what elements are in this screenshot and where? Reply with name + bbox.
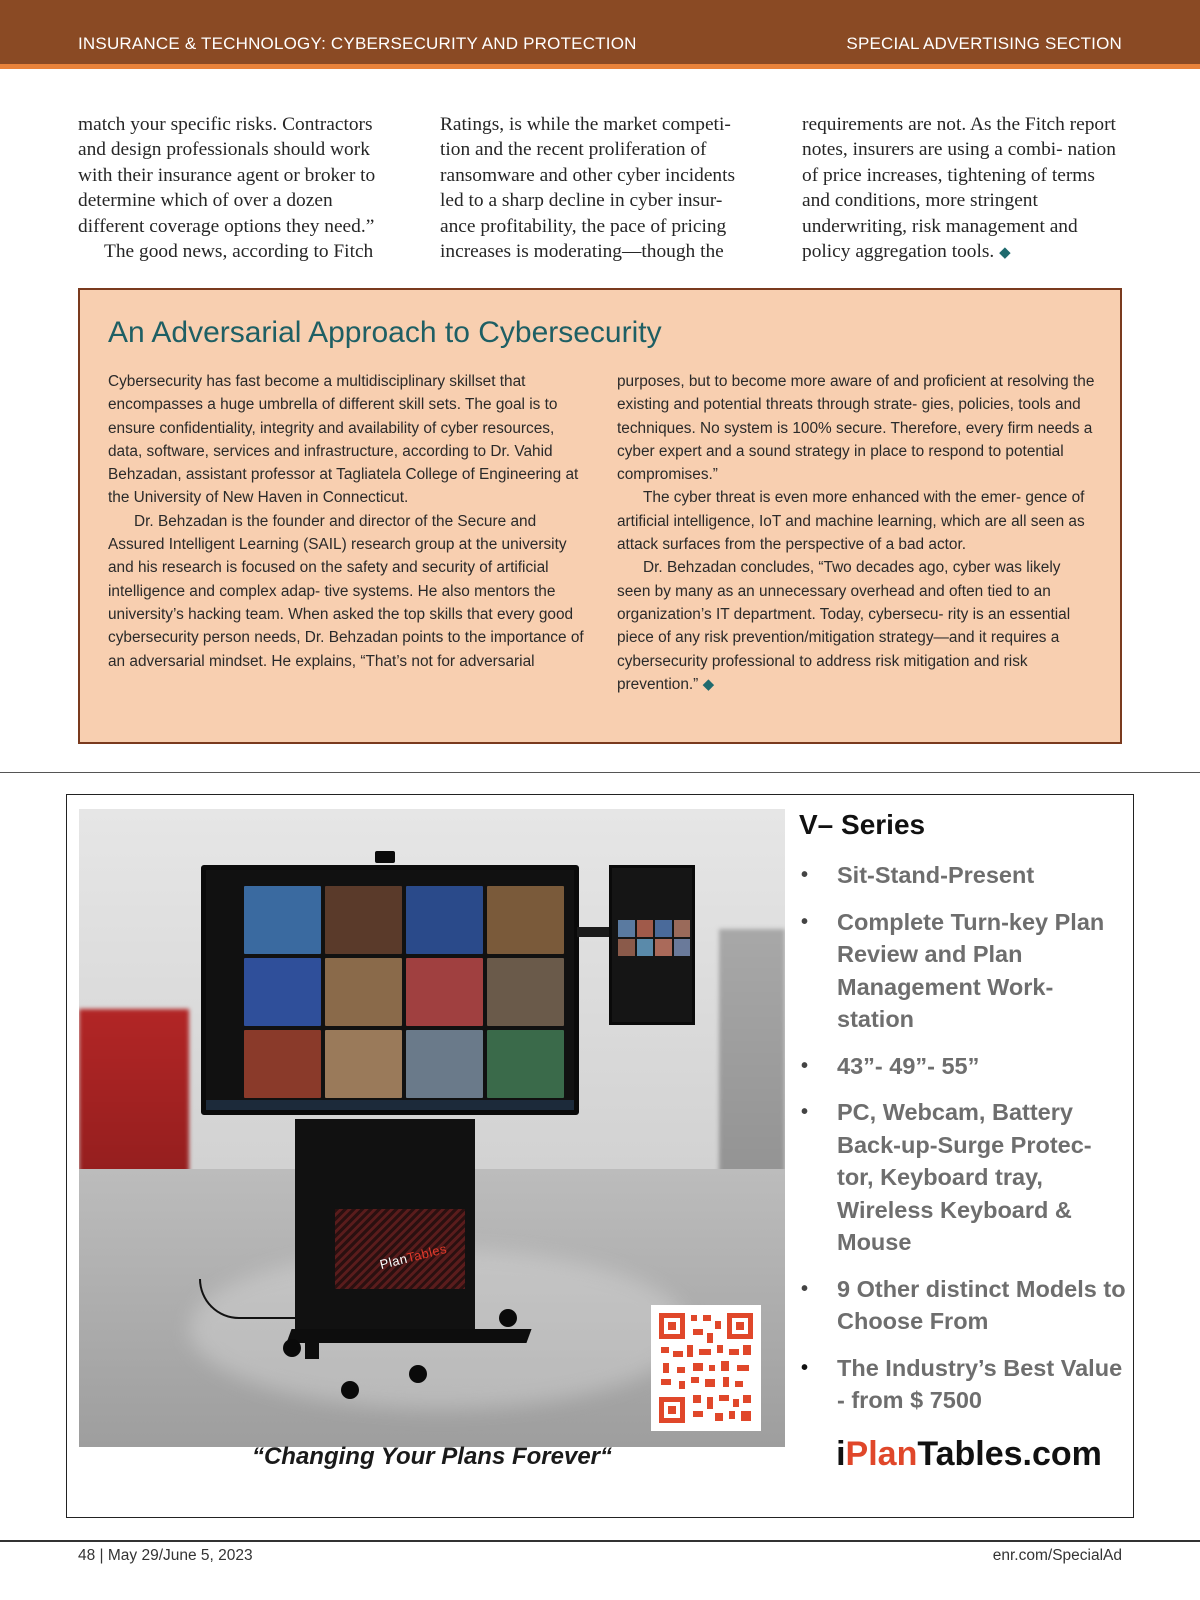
- feature-item: [799, 1352, 1129, 1417]
- end-mark-icon: ◆: [999, 245, 1011, 262]
- footer-rule: [0, 1540, 1200, 1542]
- advertisement: [66, 794, 1134, 1518]
- sidebar-column-left: [108, 370, 589, 696]
- end-mark-icon: ◆: [702, 675, 715, 693]
- qr-code[interactable]: [651, 1305, 761, 1431]
- stand-cabinet: [295, 1119, 475, 1329]
- screen-tile: [325, 958, 402, 1026]
- screen-tile: [325, 886, 402, 954]
- sidebar-paragraph: Dr. Behzadan is the founder and director of the Secure and Assured Intelligent Learning (SAIL) research group at the university and his research is focused on the safety and security of artificial intelligence and complex adap- tive systems. He also mentors the university’s hacking team. When asked the top skills that every good cybersecurity person needs, Dr. Behzadan points to the importance of an adversarial mindset. He explains, “That’s not for adversarial: [108, 512, 584, 670]
- ad-tagline: “Changing Your Plans Forever“: [251, 1443, 613, 1470]
- footer-url[interactable]: enr.com/SpecialAd: [992, 1547, 1122, 1564]
- screen-tile: [487, 886, 564, 954]
- screen-tile: [244, 958, 321, 1026]
- site-prefix: i: [836, 1435, 846, 1473]
- side-monitor-tiles: [618, 920, 690, 956]
- feature-text: The Industry’s Best Value - from $ 7500: [837, 1354, 1123, 1413]
- sidebar-box: [78, 288, 1122, 744]
- screen-tile: [618, 920, 635, 937]
- feature-text: Sit-Stand-Present: [837, 862, 1035, 888]
- ad-website-link[interactable]: [809, 1435, 1129, 1474]
- header-accent-rule: [0, 64, 1200, 69]
- sidebar-column-right: [617, 370, 1098, 696]
- sidebar-columns: [108, 370, 1098, 696]
- screen-tile: [674, 939, 691, 956]
- ad-feature-panel: [799, 809, 1129, 1431]
- article-paragraph: [802, 112, 1120, 266]
- screen-tile: [655, 939, 672, 956]
- sidebar-paragraph: Cybersecurity has fast become a multidisciplinary skillset that encompasses a huge umbrella of different skill sets. The goal is to ensure confidentiality, integrity and availability of cyber resources, data, software, services and infrastructure, according to Dr. Vahid Behzadan, assistant professor at Tagliatela College of Engineering at the University of New Haven in Connecticut.: [108, 373, 579, 507]
- feature-item: [799, 1096, 1129, 1259]
- stand-base: [286, 1329, 531, 1343]
- webcam: [375, 851, 395, 863]
- screen-tile: [674, 920, 691, 937]
- feature-item: [799, 906, 1129, 1036]
- section-title: INSURANCE & TECHNOLOGY: CYBERSECURITY AND PROTECTION: [78, 34, 637, 53]
- article-column-3: [802, 112, 1120, 266]
- feature-item: [799, 859, 1129, 892]
- site-suffix: Tables.com: [917, 1435, 1102, 1473]
- article-paragraph: Ratings, is while the market competi- tion and the recent proliferation of ransomware and other cyber incidents led to a sharp decline in cyber insur- ance profitability, the pace of pricing increases is moderating—though the: [440, 114, 736, 263]
- article-column-2: [440, 112, 758, 266]
- page-info: 48 | May 29/June 5, 2023: [78, 1547, 253, 1564]
- site-accent: Plan: [845, 1435, 918, 1473]
- article-paragraph: match your specific risks. Contractors and design professionals should work with their insurance agent or broker to determine which of over a dozen different coverage options they need.”: [78, 114, 376, 237]
- feature-text: 43”- 49”- 55”: [837, 1052, 980, 1079]
- screen-tile: [406, 958, 483, 1026]
- screen-tile: [637, 920, 654, 937]
- feature-text: 9 Other distinct Models to Choose From: [837, 1275, 1126, 1334]
- article-columns: [78, 112, 1122, 266]
- bullet-icon: •: [801, 1356, 809, 1379]
- screen-tile: [244, 1030, 321, 1098]
- feature-item: [799, 1050, 1129, 1083]
- qr-code-icon: [657, 1311, 755, 1425]
- caster-wheel: [409, 1365, 427, 1383]
- screen-tile: [325, 1030, 402, 1098]
- screen-tile: [655, 920, 672, 937]
- sidebar-paragraph: [617, 556, 1098, 696]
- main-monitor: [201, 865, 579, 1115]
- sidebar-text: Dr. Behzadan concludes, “Two decades ago, cyber was likely seen by many as an unnecessary overhead and often tied to an organization’s IT department. Today, cybersecu- rity is an essential piece of any risk prevention/mitigation strategy—and it requires a cybersecurity professional to address risk mitigation and risk prevention.”: [617, 559, 1071, 693]
- cabinet-logo-text: Plan: [378, 1250, 410, 1273]
- screen-tile: [637, 939, 654, 956]
- caster-wheel: [283, 1339, 301, 1357]
- bullet-icon: •: [801, 1277, 809, 1300]
- feature-text: Complete Turn-key Plan Review and Plan Management Work- station: [837, 908, 1105, 1032]
- screen-tile: [487, 958, 564, 1026]
- screen-taskbar: [206, 1100, 574, 1110]
- article-text: requirements are not. As the Fitch report notes, insurers are using a combi- nation of price increases, tightening of terms and conditions, more stringent underwriting, risk management and policy aggregation tools.: [802, 114, 1116, 263]
- series-title: V– Series: [799, 809, 926, 840]
- feature-item: [799, 1273, 1129, 1338]
- monitor-arm: [577, 927, 611, 937]
- article-column-1: [78, 112, 396, 266]
- caster-wheel: [341, 1381, 359, 1399]
- feature-text: PC, Webcam, Battery Back-up-Surge Protec- tor, Keyboard tray, Wireless Keyboard & Mouse: [837, 1099, 1092, 1255]
- sidebar-title: An Adversarial Approach to Cybersecurity: [108, 316, 662, 349]
- product-photo: [79, 809, 785, 1447]
- bullet-icon: •: [801, 1101, 809, 1123]
- monitor-tiles: [244, 886, 564, 1098]
- caster-wheel: [499, 1309, 517, 1327]
- screen-tile: [244, 886, 321, 954]
- section-divider: [0, 772, 1200, 773]
- article-paragraph: The good news, according to Fitch: [104, 241, 374, 263]
- bullet-icon: •: [801, 864, 809, 886]
- sidebar-paragraph: The cyber threat is even more enhanced with the emer- gence of artificial intelligence, IoT and machine learning, which are all seen as attack surfaces from the perspective of a bad actor.: [617, 489, 1085, 554]
- screen-tile: [618, 939, 635, 956]
- screen-tile: [406, 1030, 483, 1098]
- feature-list: [799, 859, 1129, 1417]
- sidebar-paragraph: purposes, but to become more aware of and proficient at resolving the existing and potential threats through strate- gies, policies, tools and techniques. No system is 100% secure. Therefore, every firm needs a cyber expert and a sound strategy in place to respond to potential compromises.”: [617, 373, 1095, 484]
- cabinet-logo-accent: Tables: [405, 1240, 449, 1266]
- header-band: [0, 0, 1200, 64]
- screen-tile: [487, 1030, 564, 1098]
- side-monitor: [609, 865, 695, 1025]
- bullet-icon: •: [801, 910, 809, 933]
- section-label: SPECIAL ADVERTISING SECTION: [846, 34, 1122, 53]
- bullet-icon: •: [801, 1054, 809, 1077]
- screen-tile: [406, 886, 483, 954]
